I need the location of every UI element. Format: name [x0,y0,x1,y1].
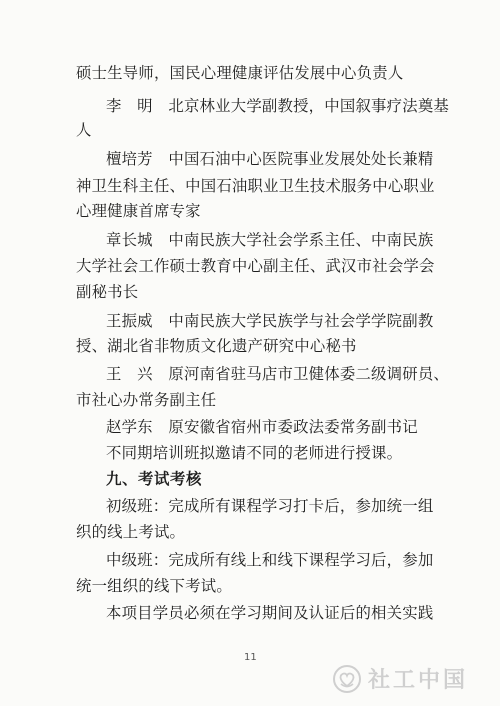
text-line-20: 统一组织的线下考试。 [76,577,232,595]
text-line-9: 副秘书长 [76,283,139,301]
watermark-text: 社工中国 [368,668,469,693]
text-line-1: 硕士生导师，国民心理健康评估发展中心负责人 [76,64,404,82]
text-line-11: 授、湖北省非物质文化遗产研究中心秘书 [76,337,357,355]
heart-hands-logo-icon [332,664,362,694]
text-line-19: 中级班：完成所有线上和线下课程学习后，参加 [106,551,434,569]
text-line-3: 人 [76,121,92,139]
text-line-21: 本项目学员必须在学习期间及认证后的相关实践 [106,604,434,622]
watermark [332,663,468,694]
text-line-12: 王 兴 原河南省驻马店市卫健体委二级调研员、 [106,365,449,383]
text-line-10: 王振威 中南民族大学民族学与社会学学院副教 [106,312,434,330]
text-line-18: 织的线上考试。 [76,523,186,541]
text-line-15: 不同期培训班拟邀请不同的老师进行授课。 [106,444,403,462]
text-line-7: 章长城 中南民族大学社会学系主任、中南民族 [106,231,434,249]
text-line-13: 市社心办常务副主任 [76,391,217,409]
text-line-4: 檀培芳 中国石油中心医院事业发展处处长兼精 [106,150,434,168]
text-line-8: 大学社会工作硕士教育中心副主任、武汉市社会学会 [76,257,435,275]
text-line-5: 神卫生科主任、中国石油职业卫生技术服务中心职业 [76,177,435,195]
text-line-14: 赵学东 原安徽省宿州市委政法委常务副书记 [106,418,418,436]
text-line-17: 初级班：完成所有课程学习打卡后，参加统一组 [106,497,434,515]
page-number: 11 [244,652,257,663]
section-heading: 九、考试考核 [106,470,202,488]
text-line-2: 李 明 北京林业大学副教授，中国叙事疗法奠基 [106,97,449,115]
text-line-6: 心理健康首席专家 [76,202,201,220]
